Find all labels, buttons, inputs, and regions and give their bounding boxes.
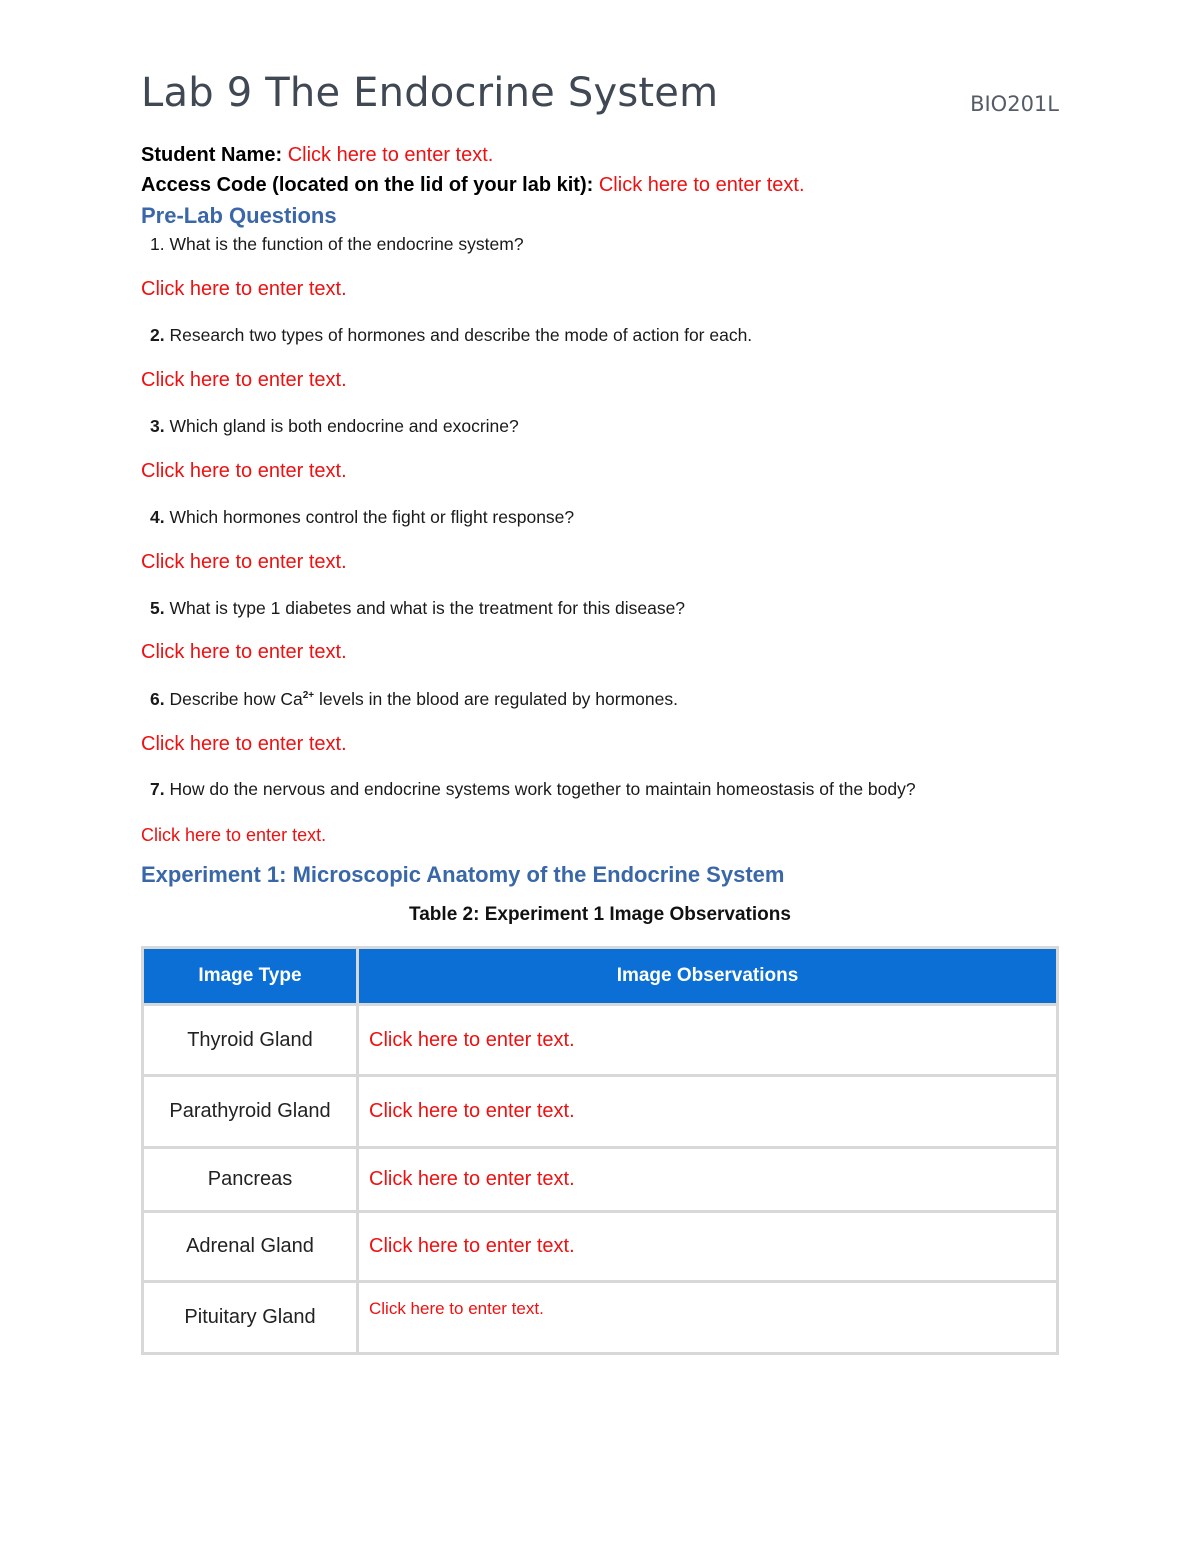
student-name-field[interactable]: Click here to enter text. — [287, 144, 494, 166]
access-code-label: Access Code (located on the lid of your lab kit): — [141, 174, 594, 196]
question-number: 3. — [150, 416, 165, 436]
prelab-answer-1[interactable]: Click here to enter text. — [141, 278, 347, 300]
question-number: 7. — [150, 779, 165, 799]
prelab-answer-4[interactable]: Click here to enter text. — [141, 551, 347, 573]
document-title: Lab 9 The Endocrine System — [141, 70, 719, 116]
table-header-row — [143, 948, 1058, 1005]
observation-field[interactable]: Click here to enter text. — [358, 1005, 1058, 1076]
prelab-question-2 — [150, 325, 752, 346]
question-text-end: levels in the blood are regulated by hormones. — [314, 689, 678, 709]
image-type-cell: Thyroid Gland — [143, 1005, 358, 1076]
question-text: Research two types of hormones and describe the mode of action for each. — [169, 325, 753, 345]
table-caption: Table 2: Experiment 1 Image Observations — [409, 904, 791, 925]
prelab-question-4 — [150, 507, 574, 528]
prelab-question-6 — [150, 689, 678, 710]
student-name-label: Student Name: — [141, 144, 283, 166]
prelab-question-3 — [150, 416, 519, 437]
question-text: What is type 1 diabetes and what is the treatment for this disease? — [169, 598, 686, 618]
prelab-answer-2[interactable]: Click here to enter text. — [141, 369, 347, 391]
image-type-cell: Pituitary Gland — [143, 1282, 358, 1354]
question-text: How do the nervous and endocrine systems work together to maintain homeostasis of the body? — [169, 779, 916, 799]
observation-field[interactable]: Click here to enter text. — [358, 1282, 1058, 1354]
question-text-start: Describe how Ca — [169, 689, 303, 709]
prelab-answer-3[interactable]: Click here to enter text. — [141, 460, 347, 482]
table-row — [143, 1148, 1058, 1212]
observation-field[interactable]: Click here to enter text. — [358, 1212, 1058, 1282]
observations-table — [141, 946, 1059, 1355]
question-text: Which hormones control the fight or flight response? — [169, 507, 575, 527]
access-code-field[interactable]: Click here to enter text. — [598, 174, 805, 196]
prelab-answer-5[interactable]: Click here to enter text. — [141, 641, 347, 663]
observation-field[interactable]: Click here to enter text. — [358, 1076, 1058, 1148]
access-code-line — [141, 174, 805, 197]
column-header-image-type: Image Type — [143, 948, 358, 1005]
table-row — [143, 1005, 1058, 1076]
course-code: BIO201L — [970, 92, 1059, 116]
question-text: What is the function of the endocrine system? — [169, 234, 524, 254]
image-type-cell: Parathyroid Gland — [143, 1076, 358, 1148]
document-header — [141, 70, 1059, 126]
prelab-question-7 — [150, 779, 916, 800]
prelab-heading: Pre-Lab Questions — [141, 203, 337, 228]
column-header-image-observations: Image Observations — [358, 948, 1058, 1005]
experiment-1-heading: Experiment 1: Microscopic Anatomy of the Endocrine System — [141, 862, 785, 887]
prelab-question-5 — [150, 598, 685, 619]
prelab-answer-7[interactable]: Click here to enter text. — [141, 825, 327, 845]
table-row — [143, 1212, 1058, 1282]
question-number: 6. — [150, 689, 165, 709]
prelab-question-1 — [150, 234, 524, 255]
calcium-charge-superscript: 2+ — [302, 690, 315, 701]
observation-field[interactable]: Click here to enter text. — [358, 1148, 1058, 1212]
question-number: 2. — [150, 325, 165, 345]
prelab-answer-6[interactable]: Click here to enter text. — [141, 733, 347, 755]
image-type-cell: Pancreas — [143, 1148, 358, 1212]
question-number: 5. — [150, 598, 165, 618]
table-row — [143, 1282, 1058, 1354]
question-text: Which gland is both endocrine and exocrine? — [169, 416, 519, 436]
question-number: 4. — [150, 507, 165, 527]
table-row — [143, 1076, 1058, 1148]
question-number: 1. — [150, 234, 165, 254]
image-type-cell: Adrenal Gland — [143, 1212, 358, 1282]
student-name-line — [141, 144, 493, 167]
